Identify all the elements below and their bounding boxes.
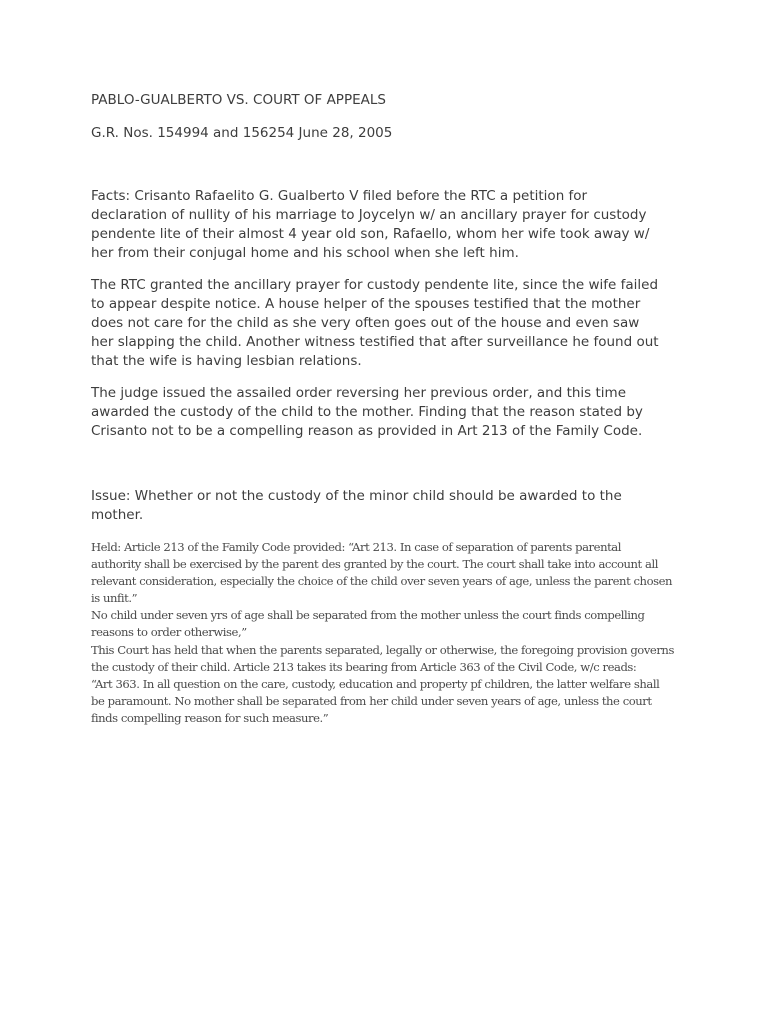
rtc-line: The RTC granted the ancillary prayer for custody pendente lite, since the wife failed: [91, 277, 659, 293]
facts-line: her from their conjugal home and his school when she left him.: [91, 245, 519, 261]
held-line: finds compelling reason for such measure.”: [91, 710, 329, 725]
held-line: This Court has held that when the parents separated, legally or otherwise, the foregoing provision governs: [91, 642, 674, 657]
held-line: No child under seven yrs of age shall be separated from the mother unless the court finds compelling: [91, 608, 645, 623]
rtc-line: to appear despite notice. A house helper of the spouses testified that the mother: [91, 296, 641, 312]
held-line: Held: Article 213 of the Family Code provided: “Art 213. In case of separation of parents parental: [91, 540, 622, 554]
facts-line: declaration of nullity of his marriage to Joycelyn w/ an ancillary prayer for custody: [91, 207, 647, 223]
issue-line: Issue: Whether or not the custody of the minor child should be awarded to the: [91, 488, 622, 504]
rtc-line: her slapping the child. Another witness testified that after surveillance he found out: [91, 334, 659, 350]
held-line: be paramount. No mother shall be separated from her child under seven years of age, unless the court: [91, 693, 652, 708]
held-line: relevant consideration, especially the choice of the child over seven years of age, unless the parent chosen: [91, 574, 673, 589]
held-line: the custody of their child. Article 213 takes its bearing from Article 363 of the Civil Code, w/c reads:: [91, 659, 637, 674]
held-section: [91, 539, 711, 727]
judge-line: awarded the custody of the child to the mother. Finding that the reason stated by: [91, 404, 643, 420]
judge-line: Crisanto not to be a compelling reason as provided in Art 213 of the Family Code.: [91, 423, 643, 439]
held-line: “Art 363. In all question on the care, custody, education and property pf children, the latter welfare shall: [91, 676, 660, 691]
judge-line: The judge issued the assailed order reversing her previous order, and this time: [91, 385, 627, 401]
issue-line: mother.: [91, 507, 144, 523]
case-citation: G.R. Nos. 154994 and 156254 June 28, 2005: [91, 125, 393, 141]
held-line: reasons to order otherwise,”: [91, 625, 247, 640]
held-line: authority shall be exercised by the parent des granted by the court. The court shall take into account all: [91, 557, 658, 572]
held-line: is unfit.”: [91, 591, 138, 606]
facts-line: pendente lite of their almost 4 year old son, Rafaello, whom her wife took away w/: [91, 226, 650, 242]
rtc-line: does not care for the child as she very often goes out of the house and even saw: [91, 315, 640, 331]
case-title: PABLO-GUALBERTO VS. COURT OF APPEALS: [91, 92, 386, 108]
facts-line: Facts: Crisanto Rafaelito G. Gualberto V filed before the RTC a petition for: [91, 188, 588, 204]
rtc-line: that the wife is having lesbian relations.: [91, 353, 362, 369]
